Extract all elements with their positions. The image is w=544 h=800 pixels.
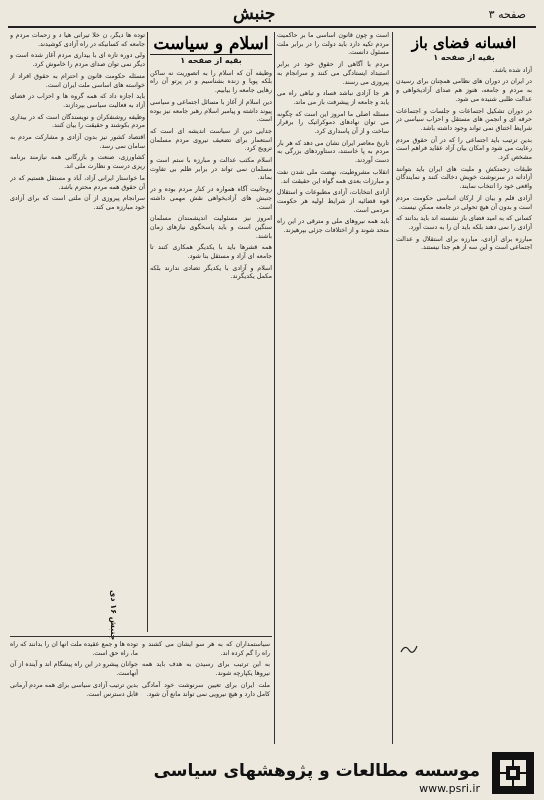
paragraph: تاریخ معاصر ایران نشان می دهد که هر بار مردم به پا خاستند، دستاوردهای بزرگی به دست آوردند. (277, 139, 389, 165)
paragraph: مردم با آگاهی از حقوق خود در برابر استبداد ایستادگی می کنند و سرانجام به پیروزی می رسند. (277, 61, 389, 86)
paragraph: سرانجام پیروزی از آن ملتی است که برای آزادی خود مبارزه می کند. (10, 195, 145, 211)
paragraph: روحانیت آگاه همواره در کنار مردم بوده و در جنبش های آزادیخواهی نقش مهمی داشته است. (150, 186, 272, 211)
paragraph: هر جا آزادی نباشد فساد و تباهی راه می یابد و جامعه از پیشرفت باز می ماند. (277, 90, 389, 106)
article-column-left (10, 32, 145, 622)
paragraph: سیاستمداران که به هر سو ایشان می کشند و راه را گم کرده اند. (142, 641, 270, 657)
article-headline: اسلام و سیاست (150, 34, 272, 55)
ink-mark-icon (400, 642, 418, 656)
continuation-note: بقیه از صفحه ۱ (433, 53, 495, 62)
paragraph: به این ترتیب برای رسیدن به هدف باید همه نیروها یکپارچه شوند. (142, 661, 270, 678)
article-column-mid-right (277, 32, 389, 744)
paper-name: جنبش (233, 4, 276, 24)
article-headline: افسانه فضای باز (411, 34, 517, 52)
paragraph: است و چون قانون اساسی ما بر حاکمیت مردم تکیه دارد باید دولت را در برابر ملت مسئول دانست. (277, 32, 389, 57)
paragraph: بدین ترتیب آزادی سیاسی برای همه مردم آرمانی قابل دسترس است. (10, 681, 138, 698)
paragraph: اسلام و آزادی با یکدیگر تضادی ندارند بلکه مکمل یکدیگرند. (150, 264, 272, 281)
institute-name: موسسه مطالعات و پژوهشهای سیاسی (153, 761, 480, 781)
paragraph: آزاد شده باشد. (492, 66, 532, 74)
paragraph: در دوران تشکیل اجتماعات و جلسات و اجتماعات حرفه ای و انجمن های مستقل و احزاب سیاسی در شرایط اختناق نمی تواند وجود داشته باشد. (396, 107, 532, 132)
paragraph: آزادی قلم و بیان از ارکان اساسی حکومت مردم است و بدون آن هیچ تحولی در جامعه ممکن نیست. (396, 194, 532, 211)
institute-logo-icon (492, 752, 534, 794)
article-column-mid-left (150, 32, 272, 630)
paragraph: بدین ترتیب باید اجتماعی را که در آن حقوق مردم رعایت می شود و امکان بیان آزاد عقاید فراهم است مشخص کرد. (396, 136, 532, 162)
paragraph: ولی دوره تازه ای با بیداری مردم آغاز شده است و دیگر نمی توان صدای مردم را خاموش کرد. (10, 52, 145, 69)
bottom-articles (10, 636, 272, 757)
column-divider (147, 32, 148, 632)
bottom-article-right (142, 641, 270, 757)
column-divider (392, 32, 393, 744)
paragraph: همه قشرها باید با یکدیگر همکاری کنند تا جامعه ای آزاد و مستقل بنا شود. (150, 244, 272, 261)
paragraph: باید همه نیروهای ملی و مترقی در این راه متحد شوند و از اختلافات جزئی بپرهیزند. (277, 218, 389, 235)
paragraph: ما خواستار ایرانی آزاد، آباد و مستقل هستیم که در آن حقوق همه مردم محترم باشد. (10, 174, 145, 191)
paragraph: اسلام مکتب عدالت و مبارزه با ستم است و مسلمان نمی تواند در برابر ظلم بی تفاوت بماند. (150, 157, 272, 182)
paragraph: مسئله حکومت قانون و احترام به حقوق افراد از خواسته های اساسی ملت ایران است. (10, 72, 145, 89)
paragraph: جدایی دین از سیاست اندیشه ای است که استعمار برای تضعیف نیروی مردم مسلمان ترویج کرد. (150, 127, 272, 153)
page-number: صفحه ۳ (488, 8, 526, 21)
paragraph: در ایران در دوران های نظامی همچنان برای رسیدن به مردم و جامعه، هنوز هم صدای آزادیخواهی و عدالت طلبی شنیده می شود. (396, 78, 532, 103)
paragraph: توده ها و جمع عقیده ملت آنها ان را بدانند که راه ما، راه حق است. (10, 641, 138, 657)
paragraph: طبقات زحمتکش و ملیت های ایران باید بتوانند آزادانه در سرنوشت خویش دخالت کنند و نمایندگان واقعی خود را انتخاب نمایند. (396, 165, 532, 191)
paragraph: وظیفه آن که اسلام را به اتصوریت نه ساکن بلکه پویا و زنده بشناسیم و در پرتو آن راه رهایی جامعه را بیابیم. (150, 69, 272, 95)
paragraph: امروز نیز مسئولیت اندیشمندان مسلمان سنگین است و باید پاسخگوی نیازهای زمان باشند. (150, 215, 272, 240)
column-divider (274, 32, 275, 744)
paragraph: ملت ایران برای تعیین سرنوشت خود آمادگی کامل دارد و هیچ نیرویی نمی تواند مانع آن شود. (142, 681, 270, 698)
paragraph: کشاورزی، صنعت و بازرگانی همه نیازمند برنامه ریزی درست و نظارت ملی اند. (10, 154, 145, 171)
paragraph: وظیفه روشنفکران و نویسندگان است که در بیداری مردم بکوشند و حقیقت را بیان کنند. (10, 113, 145, 130)
page-header (8, 4, 536, 26)
bottom-article-left (10, 641, 138, 757)
article-column-right (396, 32, 532, 744)
paragraph: توده ها دیگر، ن خلا تیرانی هیا د و زحمات مردم و جامعه که کسانیکه در راه آزادی کوشیدند. (10, 32, 145, 48)
paragraph: آزادی انتخابات، آزادی مطبوعات و استقلال قوه قضائیه از شرایط اولیه هر حکومت مردمی است. (277, 189, 389, 214)
paragraph: اقتصاد کشور نیز بدون آزادی و مشارکت مردم به سامان نمی رسد. (10, 134, 145, 150)
side-label: جنبش ۱۶ دی (109, 590, 118, 641)
paragraph: کسانی که به امید فضای باز نشسته اند باید بدانند که آزادی را نمی دهند بلکه باید آن را به دست آورد. (396, 215, 532, 231)
paragraph: دین اسلام از آغاز با مسائل اجتماعی و سیاسی پیوند داشته و پیامبر اسلام رهبر جامعه نیز بوده است. (150, 98, 272, 124)
continuation-note: بقیه از صفحه ۱ (180, 56, 242, 65)
paragraph: جوانان پیشرو در این راه پیشگام اند و آینده از آن آنهاست. (10, 661, 138, 678)
institute-url: www.psri.ir (419, 782, 480, 795)
header-rule (8, 26, 536, 28)
paragraph: باید اجازه داد که همه گروه ها و احزاب در فضای آزاد به فعالیت سیاسی بپردازند. (10, 93, 145, 109)
paragraph: مسئله اصلی ما امروز این است که چگونه می توان نهادهای دموکراتیک را برقرار ساخت و از آن پاسداری کرد. (277, 110, 389, 136)
paragraph: انقلاب مشروطیت، نهضت ملی شدن نفت و مبارزات بعدی همه گواه این حقیقت اند. (277, 168, 389, 185)
paragraph: مبارزه برای آزادی، مبارزه برای استقلال و عدالت اجتماعی است و این سه از هم جدا نیستند. (396, 235, 532, 252)
